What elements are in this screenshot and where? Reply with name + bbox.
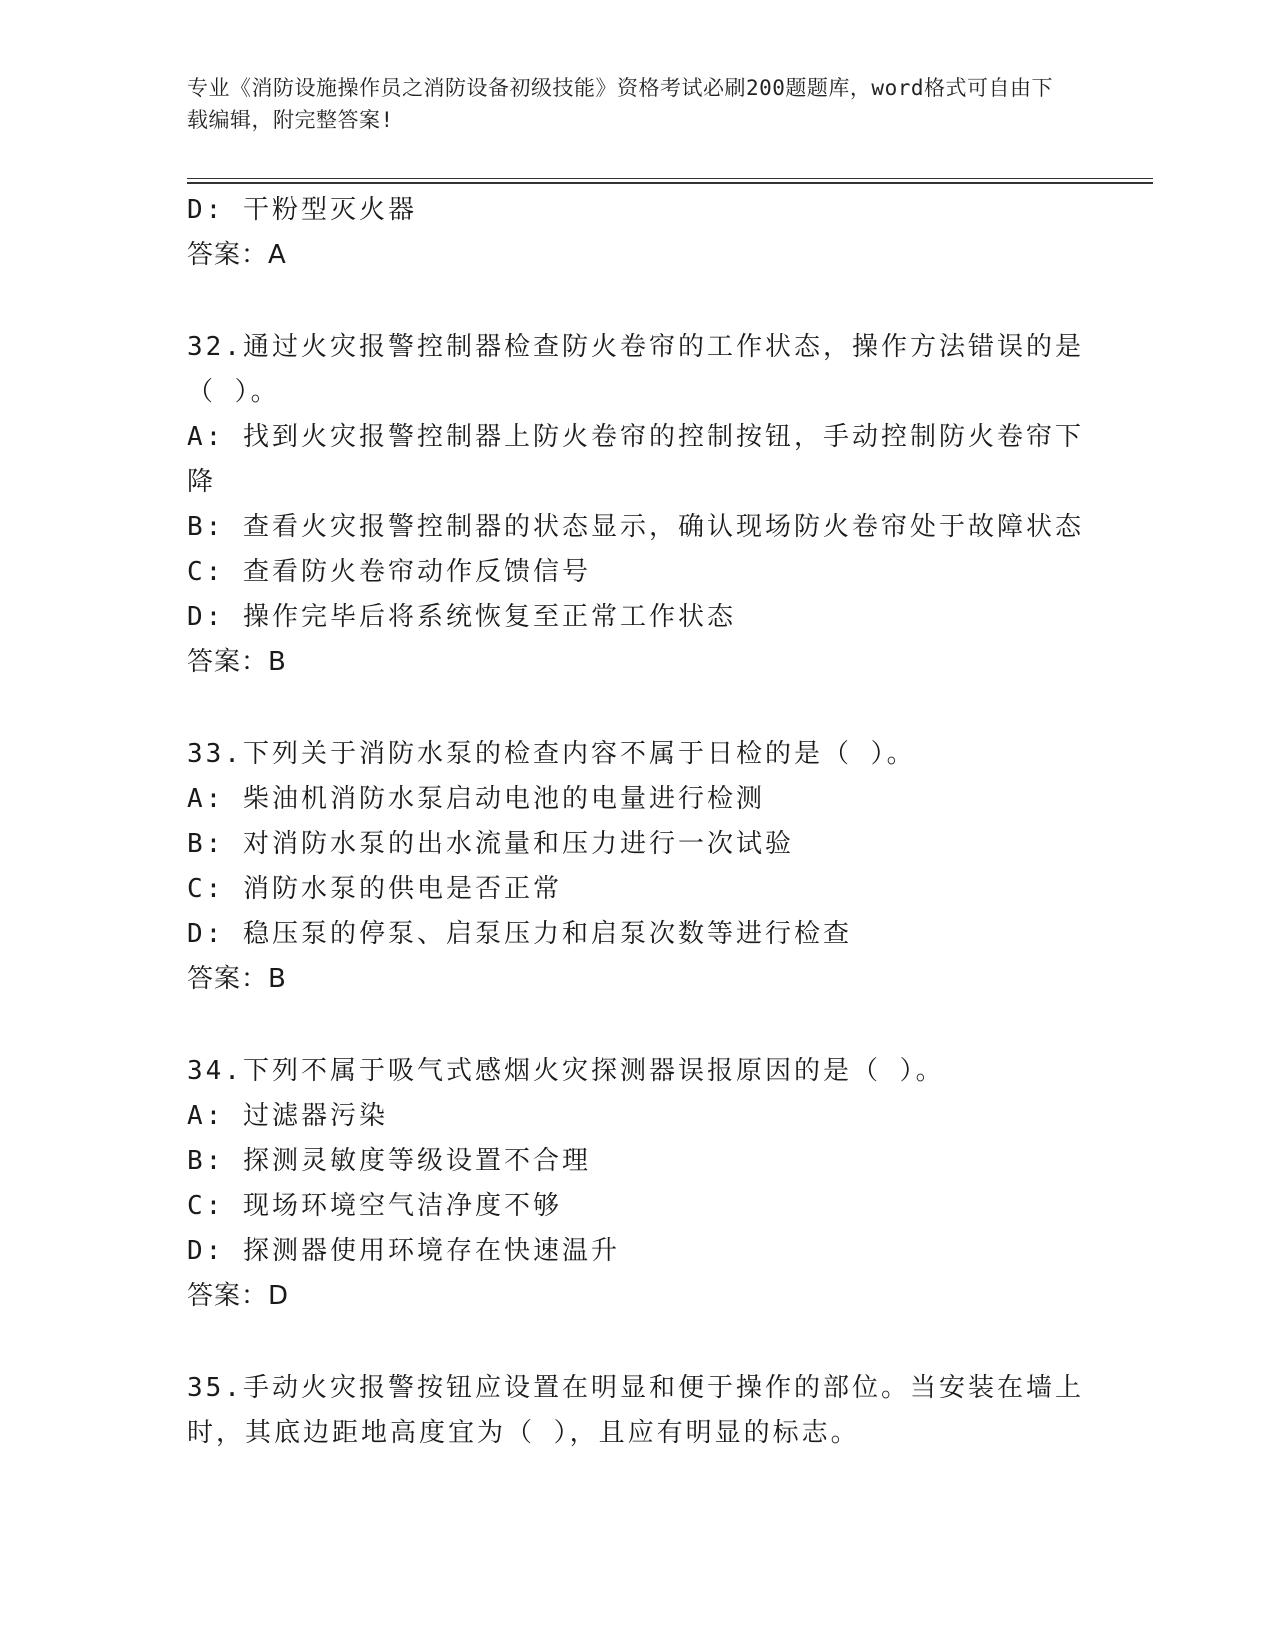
answer-label: 答案：B [187, 964, 287, 994]
spacer [187, 685, 1087, 732]
option-d: D: 操作完毕后将系统恢复至正常工作状态 [187, 602, 736, 632]
question-33 [187, 732, 1087, 1002]
option-d: D: 稳压泵的停泵、启泵压力和启泵次数等进行检查 [187, 919, 852, 949]
option-b: B: 查看火灾报警控制器的状态显示，确认现场防火卷帘处于故障状态 [187, 512, 1084, 542]
question-stem: 33.下列关于消防水泵的检查内容不属于日检的是（ ）。 [187, 739, 916, 769]
option-b: B: 探测灵敏度等级设置不合理 [187, 1146, 591, 1176]
answer-label: 答案：B [187, 647, 287, 677]
option-d: D: 探测器使用环境存在快速温升 [187, 1236, 620, 1266]
question-stem: 35.手动火灾报警按钮应设置在明显和便于操作的部位。当安装在墙上时，其底边距地高度宜为（ ），且应有明显的标志。 [187, 1373, 1084, 1448]
spacer [187, 1002, 1087, 1049]
question-stem: 34.下列不属于吸气式感烟火灾探测器误报原因的是（ ）。 [187, 1056, 945, 1086]
option-a: A: 找到火灾报警控制器上防火卷帘的控制按钮，手动控制防火卷帘下降 [187, 422, 1084, 497]
header-divider-thick [187, 182, 1153, 184]
option-c: C: 现场环境空气洁净度不够 [187, 1191, 562, 1221]
question-32 [187, 325, 1087, 685]
question-35 [187, 1366, 1087, 1456]
option-b: B: 对消防水泵的出水流量和压力进行一次试验 [187, 829, 794, 859]
option-d: D: 干粉型灭火器 [187, 195, 417, 225]
option-c: C: 消防水泵的供电是否正常 [187, 874, 562, 904]
option-a: A: 柴油机消防水泵启动电池的电量进行检测 [187, 784, 765, 814]
question-34 [187, 1049, 1087, 1319]
spacer [187, 278, 1087, 325]
answer-label: 答案：A [187, 240, 287, 270]
spacer [187, 1319, 1087, 1366]
answer-label: 答案：D [187, 1281, 290, 1311]
question-stem: 32.通过火灾报警控制器检查防火卷帘的工作状态，操作方法错误的是（ ）。 [187, 332, 1084, 407]
header-divider-thin [187, 178, 1153, 179]
option-c: C: 查看防火卷帘动作反馈信号 [187, 557, 591, 587]
page-header: 专业《消防设施操作员之消防设备初级技能》资格考试必刷200题题库，word格式可自由下载编辑，附完整答案! [187, 76, 1053, 132]
question-content [187, 188, 1087, 1456]
question-31-tail [187, 188, 1087, 278]
option-a: A: 过滤器污染 [187, 1101, 388, 1131]
